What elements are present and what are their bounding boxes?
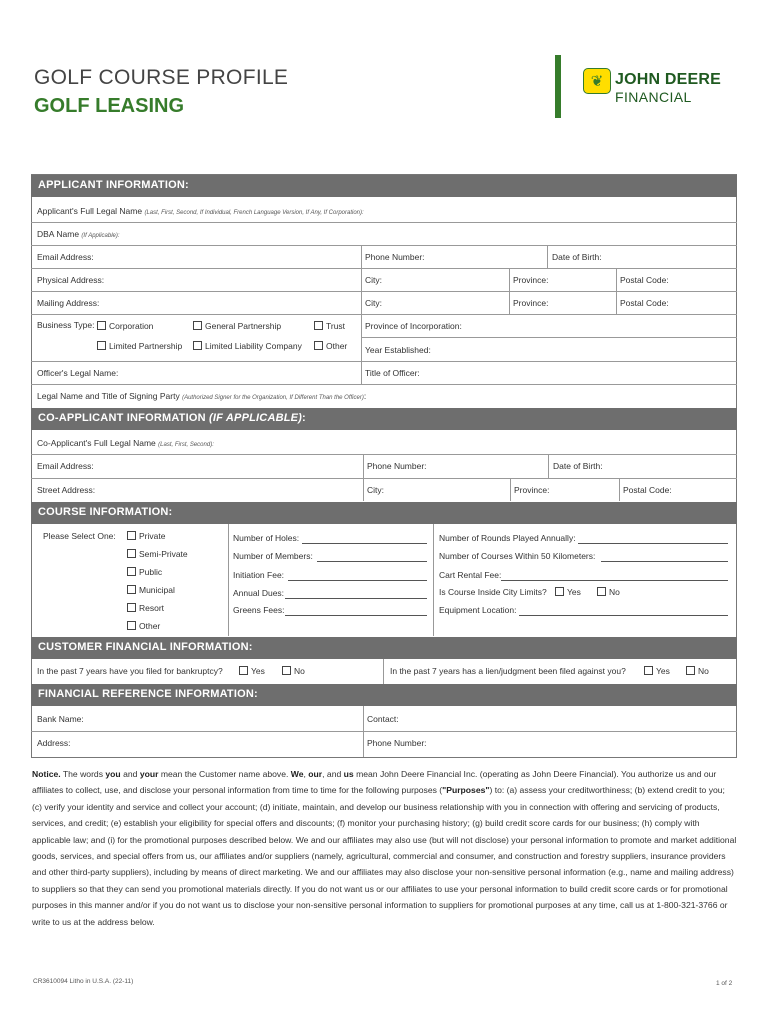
col-divider	[383, 659, 384, 684]
option-semi-private[interactable]: Semi-Private	[127, 549, 188, 559]
option-limited-partnership[interactable]: Limited Partnership	[97, 341, 182, 351]
coapplicant-postal-field[interactable]: Postal Code:	[623, 485, 672, 495]
checkbox[interactable]	[555, 587, 564, 596]
row-divider	[31, 268, 737, 269]
row-divider	[31, 222, 737, 223]
section-financial-header: CUSTOMER FINANCIAL INFORMATION:	[31, 637, 737, 659]
col-divider	[228, 524, 229, 636]
courses50-input[interactable]	[601, 561, 728, 562]
cart-input[interactable]	[501, 580, 728, 581]
row-divider	[31, 478, 737, 479]
coapplicant-phone-field[interactable]: Phone Number:	[367, 461, 427, 471]
row-divider	[31, 291, 737, 292]
bank-name-field[interactable]: Bank Name:	[37, 714, 84, 724]
bankruptcy-no[interactable]: No	[282, 666, 305, 676]
bankruptcy-yes[interactable]: Yes	[239, 666, 265, 676]
city-limits-yes[interactable]: Yes	[555, 587, 581, 597]
contact-field[interactable]: Contact:	[367, 714, 399, 724]
lien-yes[interactable]: Yes	[644, 666, 670, 676]
section-course-header: COURSE INFORMATION:	[31, 502, 737, 524]
checkbox[interactable]	[127, 603, 136, 612]
members-label: Number of Members:	[233, 551, 313, 561]
option-resort[interactable]: Resort	[127, 603, 164, 613]
section-applicant-header: APPLICANT INFORMATION:	[31, 175, 737, 197]
city-limits-no[interactable]: No	[597, 587, 620, 597]
physical-city-field[interactable]: City:	[365, 275, 382, 285]
row-divider	[31, 454, 737, 455]
option-private[interactable]: Private	[127, 531, 165, 541]
checkbox[interactable]	[97, 321, 106, 330]
logo-accent-bar	[555, 55, 561, 118]
mailing-address-field[interactable]: Mailing Address:	[37, 298, 100, 308]
greens-label: Greens Fees:	[233, 605, 285, 615]
physical-postal-field[interactable]: Postal Code:	[620, 275, 669, 285]
lien-no[interactable]: No	[686, 666, 709, 676]
deer-logo-icon: ❦	[583, 68, 611, 94]
dba-label: DBA Name	[37, 229, 80, 239]
checkbox[interactable]	[127, 585, 136, 594]
col-divider	[510, 478, 511, 501]
col-divider	[363, 706, 364, 757]
members-input[interactable]	[317, 561, 427, 562]
coapplicant-dob-field[interactable]: Date of Birth:	[553, 461, 603, 471]
courses50-label: Number of Courses Within 50 Kilometers:	[439, 551, 596, 561]
holes-input[interactable]	[302, 543, 427, 544]
coapplicant-name-field[interactable]	[37, 438, 214, 448]
equipment-input[interactable]	[519, 615, 728, 616]
applicant-name-label: Applicant's Full Legal Name	[37, 206, 143, 216]
row-divider	[31, 361, 737, 362]
checkbox[interactable]	[314, 341, 323, 350]
signing-party-field[interactable]: Legal Name and Title of Signing Party (Authorized Signer for the Organization, If Different Than the Officer):	[37, 391, 367, 401]
checkbox[interactable]	[127, 531, 136, 540]
checkbox[interactable]	[97, 341, 106, 350]
col-divider	[619, 478, 620, 501]
dob-field[interactable]: Date of Birth:	[552, 252, 602, 262]
col-divider	[547, 245, 548, 268]
checkbox[interactable]	[644, 666, 653, 675]
checkbox[interactable]	[686, 666, 695, 675]
checkbox[interactable]	[127, 621, 136, 630]
physical-address-field[interactable]: Physical Address:	[37, 275, 105, 285]
officer-name-field[interactable]: Officer's Legal Name:	[37, 368, 119, 378]
option-other-course[interactable]: Other	[127, 621, 160, 631]
option-corporation[interactable]: Corporation	[97, 321, 153, 331]
privacy-notice: Notice. The words you and your mean the Customer name above. We, our, and us mean John Deere Financial Inc. (operating as John Deere Financial). You authorize us and our affiliates to collect, use, and disclose your personal information from time to time for the following purposes ("Purposes") to: (a) assess your creditworthiness; (b) extend credit to you; (c) verify your identity and service and collect your account; (d) initiate, maintain, and develop our business relationship with you in connection with offering and servicing of products, services, and credit; (e) establish your eligibility for special offers and discounts; (f) monitor your purchasing history; (g) build credit score cards for our business; (h) comply with applicable law; and (i) for the promotional purposes described below. We and our affiliates may also use (but will not disclose) your personal information to promote and market additional goods, services, and special offers from us, our affiliates and/or suppliers (namely, agricultural, commercial and consumer, and construction and forestry suppliers, insurance providers and other third-party suppliers), including by means of direct marketing. We and our affiliates may also disclose your non-sensitive personal information (e.g., name and mailing address) to suppliers so that they can send you promotional materials directly. If you do not want us or our affiliates to use your personal information to build credit score cards or for promotional purposes in this manner and/or if you do not want us to disclose your non-sensitive personal information to suppliers for promotional purposes at any time, call us at 1-800-321-3766 or write to us at the address below.	[32, 769, 737, 927]
greens-input[interactable]	[285, 615, 427, 616]
form-title: GOLF COURSE PROFILE	[34, 66, 289, 89]
bankruptcy-label: In the past 7 years have you filed for bankruptcy?	[37, 666, 223, 676]
email-field[interactable]: Email Address:	[37, 252, 94, 262]
row-divider	[361, 337, 737, 338]
checkbox[interactable]	[193, 341, 202, 350]
province-incorporation-field[interactable]: Province of Incorporation:	[365, 321, 462, 331]
page-number: 1 of 2	[716, 980, 733, 987]
lien-label: In the past 7 years has a lien/judgment been filed against you?	[390, 666, 626, 676]
checkbox[interactable]	[282, 666, 291, 675]
option-trust[interactable]: Trust	[314, 321, 345, 331]
business-type-label: Business Type:	[37, 320, 95, 330]
select-one-label: Please Select One:	[43, 531, 116, 541]
coapplicant-province-field[interactable]: Province:	[514, 485, 550, 495]
checkbox[interactable]	[597, 587, 606, 596]
initiation-label: Initiation Fee:	[233, 570, 285, 580]
year-established-field[interactable]: Year Established:	[365, 345, 431, 355]
dba-field[interactable]	[37, 229, 120, 239]
row-divider	[31, 314, 737, 315]
checkbox[interactable]	[193, 321, 202, 330]
checkbox[interactable]	[239, 666, 248, 675]
physical-province-field[interactable]: Province:	[513, 275, 549, 285]
dba-note: (If Applicable):	[81, 233, 120, 239]
coapplicant-street-field[interactable]: Street Address:	[37, 485, 96, 495]
option-llc[interactable]: Limited Liability Company	[193, 341, 302, 351]
reference-phone-field[interactable]: Phone Number:	[367, 738, 427, 748]
form-subtitle: GOLF LEASING	[34, 95, 184, 117]
row-divider	[31, 731, 737, 732]
coapplicant-name-label: Co-Applicant's Full Legal Name	[37, 438, 156, 448]
signing-party-label: Legal Name and Title of Signing Party	[37, 391, 180, 401]
equipment-label: Equipment Location:	[439, 605, 517, 615]
col-divider	[509, 268, 510, 314]
mailing-city-field[interactable]: City:	[365, 298, 382, 308]
rounds-label: Number of Rounds Played Annually:	[439, 533, 576, 543]
col-divider	[616, 268, 617, 314]
signing-party-note: (Authorized Signer for the Organization, If Different Than the Officer)	[182, 395, 364, 401]
cart-label: Cart Rental Fee:	[439, 570, 502, 580]
mailing-province-field[interactable]: Province:	[513, 298, 549, 308]
dues-label: Annual Dues:	[233, 588, 285, 598]
reference-address-field[interactable]: Address:	[37, 738, 71, 748]
applicant-name-note: (Last, First, Second, If Individual, French Language Version, If Any, If Corporation):	[144, 210, 364, 216]
initiation-input[interactable]	[288, 580, 427, 581]
section-coapplicant-header: CO-APPLICANT INFORMATION (IF APPLICABLE):	[31, 408, 737, 430]
row-divider	[31, 384, 737, 385]
col-divider	[548, 454, 549, 478]
logo-text-line2: FINANCIAL	[615, 89, 692, 105]
form-code: CR3610094 Litho in U.S.A. (22-11)	[33, 978, 134, 985]
phone-field[interactable]: Phone Number:	[365, 252, 425, 262]
city-limits-label: Is Course Inside City Limits?	[439, 587, 547, 597]
col-divider	[433, 524, 434, 636]
holes-label: Number of Holes:	[233, 533, 300, 543]
officer-title-field[interactable]: Title of Officer:	[365, 368, 420, 378]
checkbox[interactable]	[127, 567, 136, 576]
col-divider	[361, 245, 362, 384]
option-general-partnership[interactable]: General Partnership	[193, 321, 281, 331]
row-divider	[31, 245, 737, 246]
option-municipal[interactable]: Municipal	[127, 585, 175, 595]
logo-text-line1: JOHN DEERE	[615, 71, 722, 88]
option-public[interactable]: Public	[127, 567, 162, 577]
section-reference-header: FINANCIAL REFERENCE INFORMATION:	[31, 684, 737, 706]
coapplicant-name-note: (Last, First, Second):	[158, 442, 214, 448]
coapplicant-city-field[interactable]: City:	[367, 485, 384, 495]
checkbox[interactable]	[127, 549, 136, 558]
rounds-input[interactable]	[578, 543, 728, 544]
dues-input[interactable]	[285, 598, 427, 599]
mailing-postal-field[interactable]: Postal Code:	[620, 298, 669, 308]
checkbox[interactable]	[314, 321, 323, 330]
coapplicant-email-field[interactable]: Email Address:	[37, 461, 94, 471]
option-other[interactable]: Other	[314, 341, 347, 351]
applicant-name-field[interactable]	[37, 206, 364, 216]
col-divider	[363, 454, 364, 501]
